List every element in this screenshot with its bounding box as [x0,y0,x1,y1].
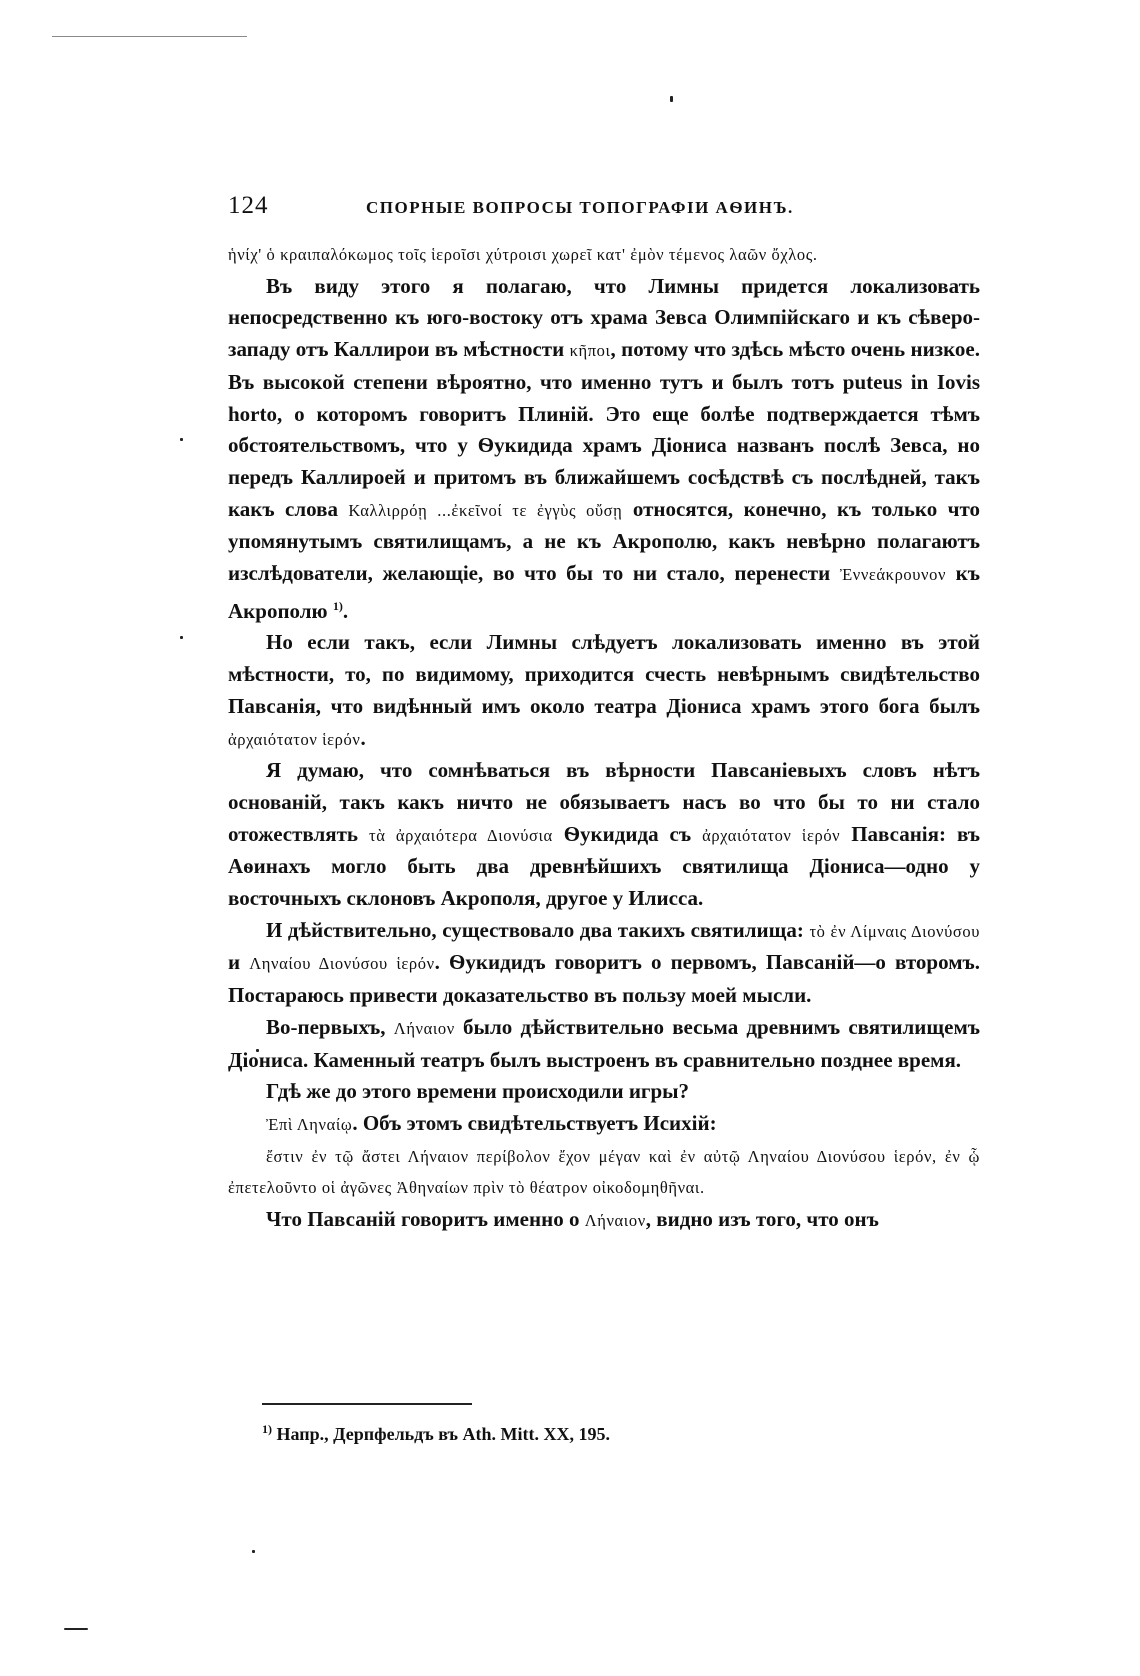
greek-term: ἀρχαιότατον ἱερόν [702,825,841,845]
footnote [262,1422,610,1445]
scan-speck [670,96,673,102]
text-run: , потому что здѣсь мѣсто очень низкое. Въ высокой степени вѣроятно, что именно тутъ и былъ тотъ puteus in Iovis horto, о которомъ говоритъ Плиній. Это еще болѣе подтверждается тѣмъ обстоятельствомъ, что у Ѳукидида храмъ Діониса названъ послѣ Зевса, но передъ Каллироей и притомъ въ ближайшемъ сосѣдствѣ съ послѣдней, такъ какъ слова [228,337,981,521]
footnote-text: Напр., Дерпфельдъ въ Ath. Mitt. XX, 195. [272,1424,611,1444]
greek-term: ἀρχαιότατον ἱερόν [228,729,361,749]
greek-term: Ἐπὶ Ληναίῳ [266,1114,353,1134]
text-run: къ Акрополю [228,561,980,623]
page-number: 124 [228,192,269,219]
scan-speck [180,438,183,441]
footnote-marker: 1) [332,598,343,613]
paragraph [228,271,980,628]
greek-term: Λήναιον [393,1018,455,1038]
text-run: . Объ этомъ свидѣтельствуетъ Исихій: [352,1110,717,1135]
paragraph [228,755,980,915]
text-run: Павсанія: въ Аѳинахъ могло быть два древнѣйшихъ святилища Діониса—одно у восточныхъ склоновъ Акрополя, другое у Илисса. [228,821,981,911]
running-title: СПОРНЫЕ ВОПРОСЫ ТОПОГРАФІИ АѲИНЪ. [366,198,794,217]
text-run: Гдѣ же до этого времени происходили игры? [266,1079,690,1104]
text-run: . Ѳукидидъ говоритъ о первомъ, Павсаній—о второмъ. Постараюсь привести доказательство въ пользу моей мысли. [228,950,980,1008]
text-run: . [342,598,349,623]
paragraph [228,1076,980,1108]
paragraph [228,627,980,755]
paragraph [228,238,980,271]
scan-artifact-line [52,36,247,37]
scan-speck [252,1550,255,1553]
footnote-rule [262,1403,472,1405]
greek-quote: ἡνίχ' ὁ κραιπαλόκωμος τοῖς ἱεροῖσι χύτροισι χωρεῖ κατ' ἐμὸν τέμενος λαῶν ὄχλος. [228,245,818,264]
text-run: Что Павсаній говоритъ именно о [266,1207,585,1232]
text-run: Во-первыхъ, [266,1014,394,1039]
scan-speck [180,636,183,639]
body-text [228,238,980,1237]
paragraph [228,1108,980,1141]
text-run: Но если такъ, если Лимны слѣдуетъ локализовать именно въ этой мѣстности, то, по видимому, приходится счесть невѣрнымъ свидѣтельство Павсанія, что видѣнный имъ около театра Діониса храмъ этого бога былъ [228,630,980,718]
greek-term: Καλλιρρόῃ ...ἐκεῖνοί τε ἐγγὺς οὔσῃ [348,500,623,520]
greek-term: κῆποι [569,341,611,361]
greek-term: Λήναιον [584,1211,646,1231]
text-run: Я думаю, что сомнѣваться въ вѣрности Павсаніевыхъ словъ нѣтъ основаній, такъ какъ ничто не обязываетъ насъ во что бы то ни стало отожествлять [228,758,980,846]
greek-term: Ληναίου Διονύσου ἱερόν [249,954,435,974]
text-run: , видно изъ того, что онъ [645,1207,879,1232]
running-head [228,192,988,222]
text-run: было дѣйствительно весьма древнимъ святилищемъ Діониса. Каменный театръ былъ выстроенъ въ сравнительно позднее время. [228,1014,981,1072]
text-run: . [360,725,366,750]
greek-term: τὸ ἐν Λίμναις Διονύσου [809,921,980,941]
paragraph [228,1012,980,1076]
paragraph [228,915,980,1012]
footnote-marker: 1) [262,1422,272,1436]
greek-term: Ἐννεάκρουνον [839,565,947,585]
text-run: Въ виду этого я полагаю, что Лимны придется локализовать непосредственно къ юго-востоку отъ храма Зевса Олимпійскаго и къ сѣверо-западу отъ Каллирои въ мѣстности [228,273,980,362]
text-run: и [228,950,250,975]
text-run: Ѳукидида съ [552,821,703,846]
greek-term: τὰ ἀρχαιότερα Διονύσια [369,825,553,845]
scan-speck [64,1628,88,1630]
text-run: И дѣйствительно, существовало два такихъ святилища: [266,917,810,942]
text-run: относятся, конечно, къ только что упомянутымъ святилищамъ, а не къ Акрополю, какъ невѣрно полагаютъ изслѣдователи, желающіе, во что бы то ни стало, перенести [228,496,980,586]
paragraph [228,1204,980,1237]
greek-citation: ἔστιν ἐν τῷ ἄστει Λήναιον περίβολον ἔχον μέγαν καὶ ἐν αὐτῷ Ληναίου Διονύσου ἱερόν, ἐν ᾧ ἐπετελοῦντο οἱ ἀγῶνες Ἀθηναίων πρὶν τὸ θέατρον οἰκοδομηθῆναι. [228,1146,980,1198]
